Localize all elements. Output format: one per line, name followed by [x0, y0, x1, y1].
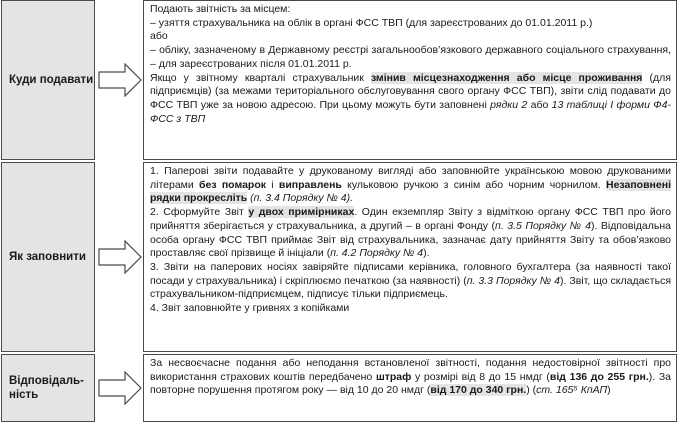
text-line: Подають звітність за місцем: — [150, 3, 291, 15]
text-paragraph: Якщо у звітному кварталі страхувальник змінив місцезнаходження або місце проживання (для підприємців) (за межами територіального обслуговування свого органу ФСС ТВП), звіти слід подавати до ФСС ТВП уже за новою адресою. При цьому можуть бути заповнені рядки 2 або 13 таблиці І форми Ф4-ФСС з ТВП — [150, 71, 671, 125]
text-line: – обліку, зазначеному в Державному реєстрі загальнообов’язкового державного соціального страхування, – для зареєстрованих після 01.01.2011 р. — [150, 44, 671, 70]
row-where-to-submit — [1, 0, 677, 160]
how-content — [143, 162, 677, 352]
text-line: або — [150, 30, 168, 43]
row-label-how: Як заповнити — [1, 162, 95, 352]
row-label-responsibility: Відповідаль- ність — [1, 354, 95, 422]
text-paragraph: 1. Паперові звіти подавайте у друкованому вигляді або заповнюйте українською мовою друкованими літерами без помарок і виправлень кульковою ручкою з синім або чорним чорнилом. Незаповнені рядки прокресліть (п. 3.4 Порядку № 4). — [150, 165, 671, 205]
text-paragraph: 3. Звіти на паперових носіях завіряйте підписами керівника, головного бухгалтера (за наявності такої посади у страхувальника) і скріплюємо печаткою (за наявності) (п. 3.3 Порядку № 4). Звіт, що складається страхувальником-підприємцем, підписує тільки підприємець. — [150, 260, 672, 301]
arrow-right-icon — [98, 371, 142, 405]
arrow-right-icon — [98, 240, 142, 274]
text-line: – узяття страхувальника на облік в органі ФСС ТВП (для зареєстрованих до 01.01.2011 р.) — [150, 16, 593, 29]
responsibility-content — [143, 354, 677, 422]
arrow-right-icon — [98, 63, 142, 97]
row-label-where: Куди подавати — [1, 0, 95, 160]
text-paragraph: 2. Сформуйте Звіт у двох примірниках. Один екземпляр Звіту з відміткою органу ФСС ТВП про його прийняття зберігається у страхувальника, а другий – в органі Фонду (п. 3.5 Порядку № 4). Відповідальна особа органу ФСС ТВП приймає Звіт від страхувальника, зазначає дату прийняття Звіту та обов’язково проставляє свої прізвище й ініціали (п. 4.2 Порядку № 4). — [150, 206, 671, 260]
text-paragraph: За несвоєчасне подання або неподання встановленої звітності, подання недостовірної звітності про використання страхових коштів передбачено штраф у розмірі від 8 до 15 нмдг (від 136 до 255 грн.). За повторне порушення протягом року — від 10 до 20 нмдг (від 170 до 340 грн.) (ст. 165⁵ КпАП) — [150, 357, 672, 397]
where-content — [143, 0, 677, 160]
row-how-to-fill — [1, 162, 677, 352]
text-paragraph: 4. Звіт заповнюйте у гривнях з копійками — [150, 302, 350, 315]
row-responsibility — [1, 354, 677, 422]
